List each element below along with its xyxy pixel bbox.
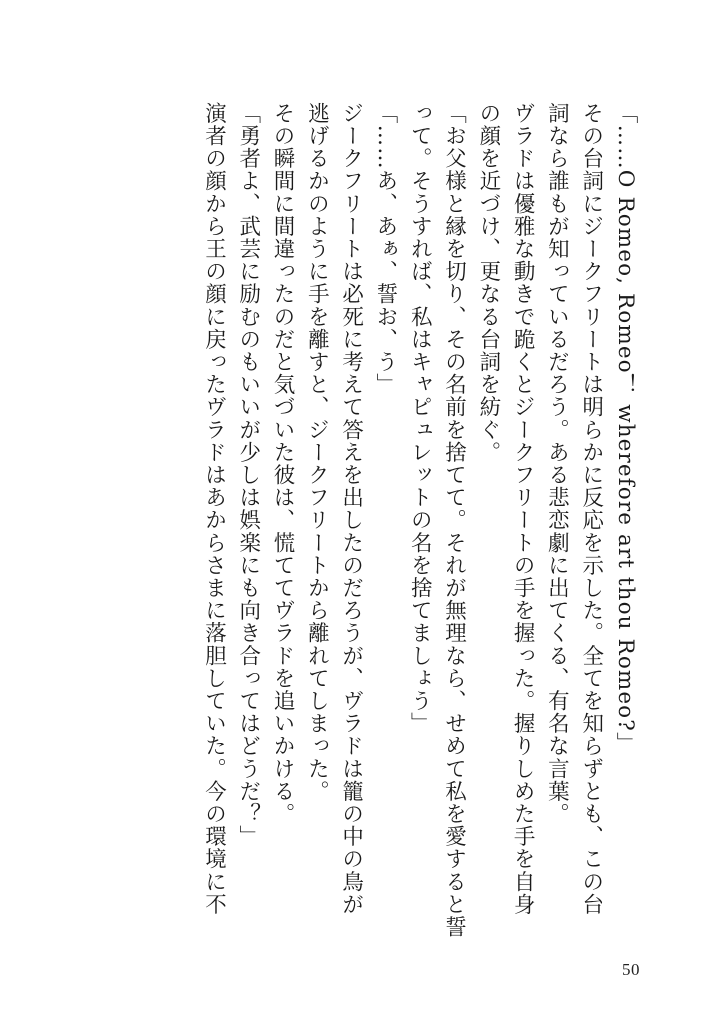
page-number: 50 — [622, 960, 640, 979]
text-line: 「……あ、あぁ、誓お、う」 — [372, 102, 398, 396]
text-line: その台詞にジークフリートは明らかに反応を示した。全てを知らずとも、この台 — [578, 102, 604, 916]
text-line: 「……O Romeo, Romeo！ wherefore art thou Romeo?」 — [613, 102, 638, 755]
text-line: ジークフリートは必死に考えて答えを出したのだろうが、ヴラドは籠の中の鳥が — [338, 102, 364, 916]
vertical-text-body — [196, 102, 642, 962]
text-line: 「お父様と縁を切り、その名前を捨てて。それが無理なら、せめて私を愛すると誓 — [441, 102, 467, 939]
text-line: その瞬間に間違ったのだと気づいた彼は、慌ててヴラドを追いかける。 — [270, 102, 296, 826]
text-line: 逃げるかのように手を離すと、ジークフリートから離れてしまった。 — [304, 102, 330, 803]
text-line: 「勇者よ、武芸に励むのもいいが少しは娯楽にも向き合ってはどうだ？」 — [235, 102, 261, 848]
text-line: 詞なら誰もが知っているだろう。ある悲恋劇に出てくる、有名な言葉。 — [544, 102, 570, 826]
text-line: の顔を近づけ、更なる台詞を紡ぐ。 — [475, 102, 501, 464]
text-line: って。そうすれば、私はキャピュレットの名を捨てましょう」 — [407, 102, 433, 735]
text-line: 演者の顔から王の顔に戻ったヴラドはあからさまに落胆していた。今の環境に不 — [201, 102, 227, 916]
text-line: ヴラドは優雅な動きで跪くとジークフリートの手を握った。握りしめた手を自身 — [510, 102, 536, 916]
